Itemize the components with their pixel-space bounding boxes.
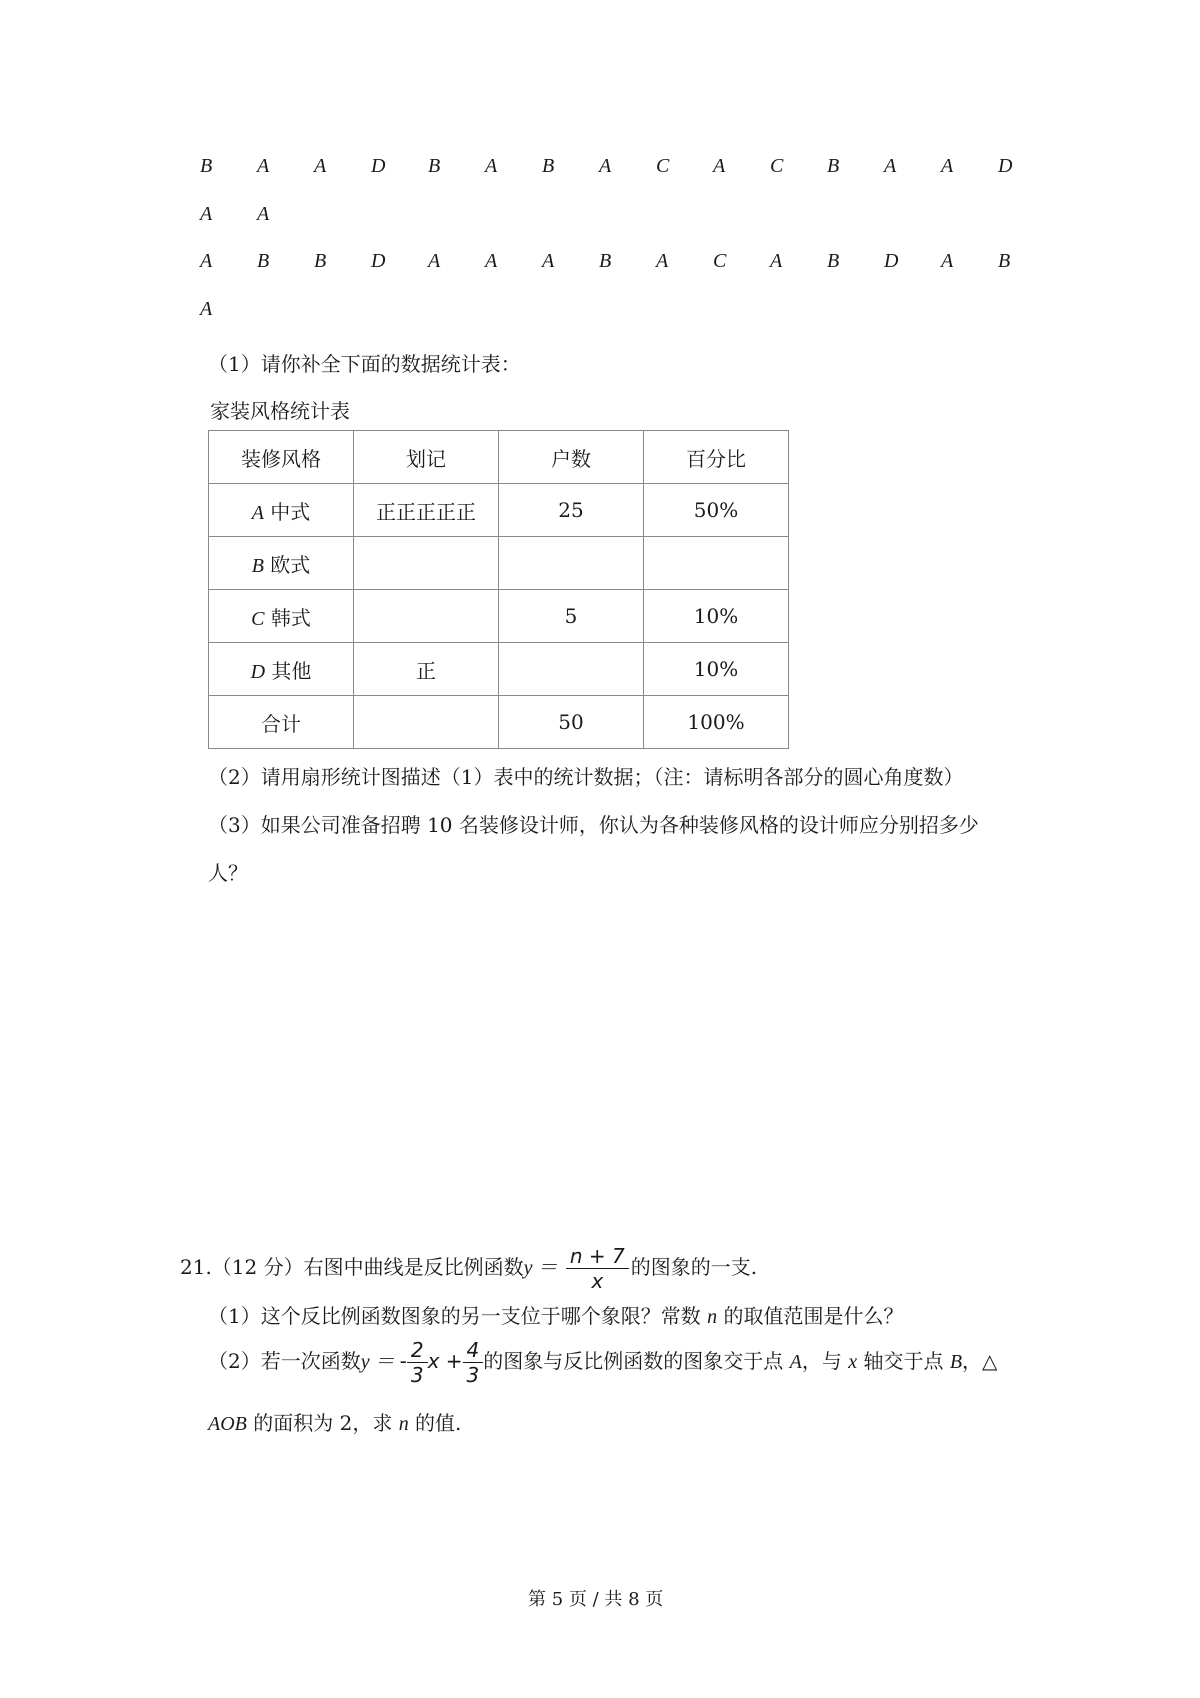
header-tally: 划记 (354, 431, 499, 484)
row-style: A 中式 (209, 484, 354, 537)
style-stat-table (208, 430, 789, 749)
table-header-row (209, 431, 789, 484)
row-percent (644, 537, 789, 590)
q3-line-1: （3）如果公司准备招聘 10 名装修设计师，你认为各种装修风格的设计师应分别招多少 (208, 813, 979, 837)
table-row (209, 590, 789, 643)
page-footer: 第 5 页 / 共 8 页 (528, 1589, 664, 1610)
answer-letter: D (998, 155, 1013, 177)
q1-prompt: （1）请你补全下面的数据统计表： (208, 352, 521, 376)
answer-letter: D (371, 155, 386, 177)
answer-letter: A (656, 250, 669, 272)
answer-letter: A (200, 298, 213, 320)
answer-letter: A (713, 155, 726, 177)
answer-letter: A (941, 250, 954, 272)
row-percent: 100% (644, 696, 789, 749)
fraction-2-over-3: $\frac{2}{3}$ (407, 1338, 428, 1387)
answer-row-4 (200, 298, 1020, 328)
answer-letter: B (314, 250, 327, 272)
problem-21-part-1: （1）这个反比例函数图象的另一支位于哪个象限？常数 n 的取值范围是什么？ (208, 1304, 904, 1328)
answer-row-1 (200, 155, 1020, 185)
answer-letter: A (485, 250, 498, 272)
table-row (209, 484, 789, 537)
problem-21-part-2: （2）若一次函数y ＝ - $\frac{2}{3}$ x + $\frac{4}{3}$ 的图象与反比例函数的图象交于点 A，与 x 轴交于点 B，△ (208, 1338, 998, 1387)
problem-21-stem: 21.（12 分）右图中曲线是反比例函数y ＝ $\frac{n + 7}{x}$ 的图象的一支. (180, 1244, 758, 1293)
answer-letter: A (257, 203, 270, 225)
answer-letter: B (599, 250, 612, 272)
row-count (499, 643, 644, 696)
answer-letter: B (827, 250, 840, 272)
row-count (499, 537, 644, 590)
row-style: C 韩式 (209, 590, 354, 643)
answer-letter: A (941, 155, 954, 177)
table-title: 家装风格统计表 (210, 399, 350, 423)
answer-letter: C (656, 155, 670, 177)
row-style: D 其他 (209, 643, 354, 696)
row-percent: 50% (644, 484, 789, 537)
q2-prompt: （2）请用扇形统计图描述（1）表中的统计数据；（注：请标明各部分的圆心角度数） (208, 765, 964, 789)
answer-letter: A (884, 155, 897, 177)
answer-letter: A (542, 250, 555, 272)
answer-letter: B (542, 155, 555, 177)
answer-letter: A (599, 155, 612, 177)
table-row (209, 537, 789, 590)
answer-letter: B (257, 250, 270, 272)
answer-letter: A (770, 250, 783, 272)
answer-letter: B (428, 155, 441, 177)
header-style: 装修风格 (209, 431, 354, 484)
answer-letter: D (884, 250, 899, 272)
answer-letter: C (713, 250, 727, 272)
row-style: 合计 (209, 696, 354, 749)
row-tally (354, 696, 499, 749)
fraction-n-plus-7-over-x: $\frac{n + 7}{x}$ (566, 1244, 629, 1293)
answer-row-3 (200, 250, 1020, 280)
row-tally: 正 (354, 643, 499, 696)
row-tally (354, 537, 499, 590)
answer-letter: A (314, 155, 327, 177)
header-count: 户数 (499, 431, 644, 484)
answer-letter: A (257, 155, 270, 177)
row-count: 50 (499, 696, 644, 749)
answer-letter: A (485, 155, 498, 177)
fraction-4-over-3: $\frac{4}{3}$ (463, 1338, 484, 1387)
row-count: 25 (499, 484, 644, 537)
answer-row-2 (200, 203, 1020, 233)
table-row (209, 643, 789, 696)
header-percent: 百分比 (644, 431, 789, 484)
row-tally (354, 590, 499, 643)
answer-letter: B (998, 250, 1011, 272)
problem-21-part-2-cont: AOB 的面积为 2，求 n 的值. (208, 1411, 462, 1435)
row-percent: 10% (644, 643, 789, 696)
answer-letter: A (200, 203, 213, 225)
row-tally: 正正正正正 (354, 484, 499, 537)
row-count: 5 (499, 590, 644, 643)
table-total-row (209, 696, 789, 749)
answer-letter: A (428, 250, 441, 272)
row-style: B 欧式 (209, 537, 354, 590)
answer-letter: D (371, 250, 386, 272)
answer-letter: B (827, 155, 840, 177)
answer-letter: A (200, 250, 213, 272)
row-percent: 10% (644, 590, 789, 643)
answer-letter: C (770, 155, 784, 177)
answer-letter: B (200, 155, 213, 177)
q3-line-2: 人？ (208, 861, 248, 885)
